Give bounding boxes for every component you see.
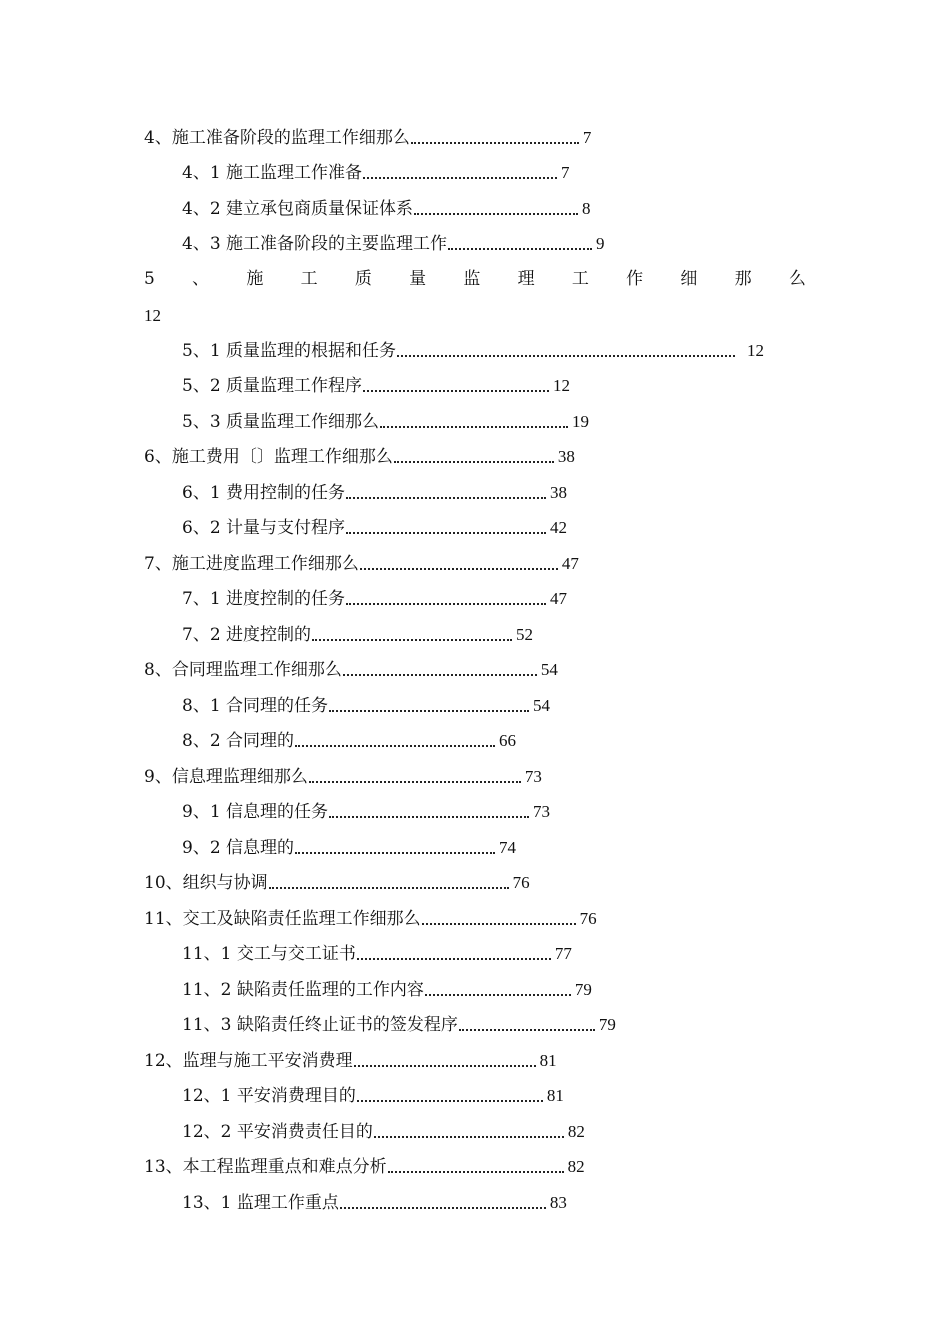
toc-entry-label: 11、1 交工与交工证书 bbox=[182, 944, 356, 964]
toc-entry bbox=[144, 124, 591, 148]
toc-leader bbox=[414, 213, 578, 215]
toc-entry bbox=[182, 976, 592, 1000]
toc-page-number: 74 bbox=[499, 838, 517, 857]
toc-leader bbox=[295, 852, 495, 854]
toc-entry-label: 4、3 施工准备阶段的主要监理工作 bbox=[182, 234, 448, 254]
toc-entry bbox=[182, 692, 550, 716]
toc-entry-label: 5、2 质量监理工作程序 bbox=[182, 376, 363, 396]
toc-entry-label: 9、信息理监理细那么 bbox=[144, 767, 308, 787]
toc-entry-label: 6、施工费用〔〕监理工作细那么 bbox=[144, 447, 393, 467]
toc-entry-label: 7、2 进度控制的 bbox=[182, 625, 312, 645]
toc-entry bbox=[182, 337, 764, 361]
toc-leader bbox=[363, 390, 549, 392]
toc-leader bbox=[354, 1065, 536, 1067]
toc-leader bbox=[360, 568, 558, 570]
toc-entry bbox=[182, 1082, 564, 1106]
toc-page-number: 82 bbox=[567, 1157, 585, 1176]
toc-entry bbox=[182, 1118, 585, 1142]
toc-entry-label: 5、1 质量监理的根据和任务 bbox=[182, 341, 397, 361]
toc-leader bbox=[394, 461, 554, 463]
spread-char: 作 bbox=[626, 269, 644, 289]
toc-entry bbox=[144, 905, 597, 929]
spread-char: 工 bbox=[571, 269, 589, 289]
toc-entry-label: 4、施工准备阶段的监理工作细那么 bbox=[144, 128, 410, 148]
toc-entry-label: 4、2 建立承包商质量保证体系 bbox=[182, 199, 414, 219]
toc-page-number: 79 bbox=[574, 980, 592, 999]
toc-entry bbox=[182, 727, 516, 751]
toc-entry-label: 6、2 计量与支付程序 bbox=[182, 518, 346, 538]
toc-entry bbox=[144, 763, 542, 787]
spread-char: 监 bbox=[463, 269, 481, 289]
toc-leader bbox=[340, 1207, 546, 1209]
toc-entry bbox=[182, 195, 591, 219]
toc-leader bbox=[459, 1029, 595, 1031]
toc-leader bbox=[357, 958, 551, 960]
spread-char: 、 bbox=[192, 269, 210, 289]
toc-leader bbox=[422, 923, 576, 925]
toc-entry-label: 9、2 信息理的 bbox=[182, 838, 295, 858]
toc-entry-label: 11、交工及缺陷责任监理工作细那么 bbox=[144, 909, 421, 929]
toc-page-number: 9 bbox=[596, 234, 605, 253]
toc-entry bbox=[144, 869, 530, 893]
toc-entry-label: 10、组织与协调 bbox=[144, 873, 268, 893]
toc-page-number: 83 bbox=[549, 1193, 567, 1212]
toc-page-number: 47 bbox=[561, 554, 579, 573]
toc-leader bbox=[380, 426, 568, 428]
toc-page-number: 73 bbox=[524, 767, 542, 786]
toc-entry-label: 11、2 缺陷责任监理的工作内容 bbox=[182, 980, 424, 1000]
toc-entry bbox=[182, 834, 516, 858]
toc-page-number: 19 bbox=[572, 412, 590, 431]
toc-entry bbox=[182, 514, 567, 538]
toc-page-number: 42 bbox=[550, 518, 568, 537]
toc-entry bbox=[144, 443, 575, 467]
toc-leader bbox=[448, 248, 592, 250]
toc-page-number: 38 bbox=[557, 447, 575, 466]
spread-char: 5 bbox=[144, 269, 155, 289]
toc-entry-spread-heading bbox=[144, 268, 806, 290]
toc-entry-label: 13、1 监理工作重点 bbox=[182, 1193, 339, 1213]
toc-entry bbox=[182, 1011, 616, 1035]
toc-entry-label: 8、2 合同理的 bbox=[182, 731, 295, 751]
spread-char: 工 bbox=[300, 269, 318, 289]
toc-entry-label: 8、1 合同理的任务 bbox=[182, 696, 329, 716]
toc-entry bbox=[144, 550, 579, 574]
spread-char: 质 bbox=[354, 269, 372, 289]
toc-leader bbox=[295, 745, 495, 747]
toc-page-number: 82 bbox=[567, 1122, 585, 1141]
toc-leader bbox=[357, 1100, 543, 1102]
toc-entry-label: 13、本工程监理重点和难点分析 bbox=[144, 1157, 387, 1177]
spread-char: 量 bbox=[409, 269, 427, 289]
spread-char: 那 bbox=[734, 269, 752, 289]
toc-entry bbox=[182, 408, 589, 432]
toc-entry bbox=[182, 479, 567, 503]
toc-leader bbox=[312, 639, 512, 641]
toc-leader bbox=[388, 1171, 564, 1173]
toc-entry-label: 4、1 施工监理工作准备 bbox=[182, 163, 363, 183]
toc-entry bbox=[144, 656, 558, 680]
toc-leader bbox=[411, 142, 579, 144]
toc-entry-label: 6、1 费用控制的任务 bbox=[182, 483, 346, 503]
toc-page-number: 12 bbox=[553, 376, 571, 395]
spread-char: 细 bbox=[680, 269, 698, 289]
toc-entry bbox=[182, 585, 567, 609]
toc-page-number: 54 bbox=[533, 696, 551, 715]
toc-page-number: 12 bbox=[144, 306, 161, 325]
toc-page-number: 8 bbox=[582, 199, 591, 218]
toc-leader bbox=[363, 177, 557, 179]
toc-entry-label: 11、3 缺陷责任终止证书的签发程序 bbox=[182, 1015, 458, 1035]
toc-page-number: 73 bbox=[533, 802, 551, 821]
spread-char: 理 bbox=[517, 269, 535, 289]
toc-page-number: 79 bbox=[598, 1015, 616, 1034]
toc-page-number: 52 bbox=[516, 625, 534, 644]
toc-entry-label: 5、3 质量监理工作细那么 bbox=[182, 412, 380, 432]
toc-entry-label: 7、施工进度监理工作细那么 bbox=[144, 554, 359, 574]
toc-leader bbox=[329, 816, 529, 818]
toc-entry bbox=[144, 1153, 585, 1177]
toc-entry-label: 8、合同理监理工作细那么 bbox=[144, 660, 342, 680]
toc-page-number: 76 bbox=[512, 873, 530, 892]
toc-page-number: 47 bbox=[550, 589, 568, 608]
toc-leader bbox=[343, 674, 537, 676]
toc-leader bbox=[329, 710, 529, 712]
toc-leader bbox=[374, 1136, 564, 1138]
toc-entry-label: 12、监理与施工平安消费理 bbox=[144, 1051, 353, 1071]
toc-leader bbox=[269, 887, 509, 889]
toc-entry bbox=[182, 621, 533, 645]
toc-leader bbox=[346, 497, 546, 499]
toc-entry-label: 7、1 进度控制的任务 bbox=[182, 589, 346, 609]
spread-char: 么 bbox=[788, 269, 806, 289]
toc-entry bbox=[182, 1189, 567, 1213]
toc-page-number: 81 bbox=[539, 1051, 557, 1070]
toc-leader bbox=[309, 781, 521, 783]
toc-page-number: 66 bbox=[499, 731, 517, 750]
toc-entry-label: 9、1 信息理的任务 bbox=[182, 802, 329, 822]
toc-leader bbox=[346, 532, 546, 534]
spread-char: 施 bbox=[246, 269, 264, 289]
toc-page-number: 12 bbox=[747, 341, 765, 360]
toc-entry-label: 12、1 平安消费理目的 bbox=[182, 1086, 356, 1106]
toc-page-number: 54 bbox=[540, 660, 558, 679]
toc-page-number: 7 bbox=[582, 128, 592, 147]
toc-leader bbox=[346, 603, 546, 605]
toc-page-number: 81 bbox=[546, 1086, 564, 1105]
toc-entry-label: 12、2 平安消费责任目的 bbox=[182, 1122, 373, 1142]
toc-page-number: 7 bbox=[561, 163, 570, 182]
toc-entry bbox=[182, 798, 550, 822]
toc-page-number: 77 bbox=[554, 944, 572, 963]
toc-leader bbox=[397, 355, 735, 357]
toc-page-number: 38 bbox=[550, 483, 568, 502]
toc-page-number: 76 bbox=[579, 909, 597, 928]
toc-entry bbox=[144, 1047, 557, 1071]
toc-entry bbox=[182, 372, 570, 396]
toc-entry bbox=[182, 159, 570, 183]
toc-leader bbox=[425, 994, 571, 996]
toc-entry bbox=[182, 940, 572, 964]
toc-entry bbox=[182, 230, 605, 254]
